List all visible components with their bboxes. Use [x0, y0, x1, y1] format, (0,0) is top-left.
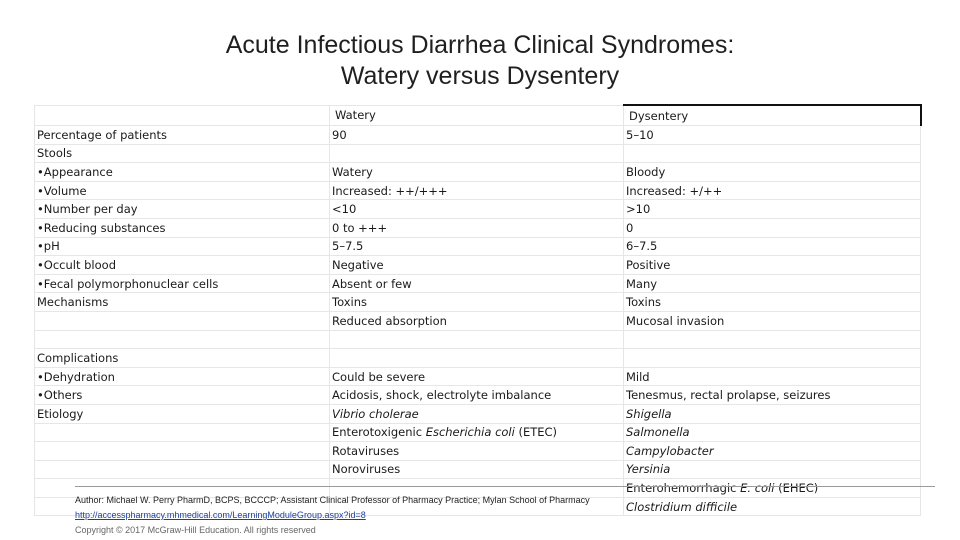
table-header-row — [35, 105, 921, 126]
slide-title — [0, 30, 960, 92]
watery-cell: Increased: ++/+++ — [330, 181, 624, 200]
row-label — [35, 330, 330, 349]
dysentery-cell: Many — [624, 274, 921, 293]
dysentery-cell — [624, 349, 921, 368]
dysentery-cell: >10 — [624, 200, 921, 219]
row-label: •Occult blood — [35, 256, 330, 275]
row-label: •Fecal polymorphonuclear cells — [35, 274, 330, 293]
watery-cell: Acidosis, shock, electrolyte imbalance — [330, 386, 624, 405]
dysentery-cell: Bloody — [624, 163, 921, 182]
row-label: •Volume — [35, 181, 330, 200]
watery-cell — [330, 144, 624, 163]
watery-cell — [330, 349, 624, 368]
watery-cell: Vibrio cholerae — [330, 404, 624, 423]
watery-cell: Watery — [330, 163, 624, 182]
table-row — [35, 144, 921, 163]
slide-footer — [75, 486, 935, 538]
dysentery-cell: Tenesmus, rectal prolapse, seizures — [624, 386, 921, 405]
row-label: •Others — [35, 386, 330, 405]
dysentery-cell — [624, 144, 921, 163]
dysentery-cell — [624, 330, 921, 349]
dysentery-cell: Mucosal invasion — [624, 311, 921, 330]
row-label: •Dehydration — [35, 367, 330, 386]
syndromes-table — [34, 104, 920, 516]
row-label — [35, 442, 330, 461]
watery-cell: Enterotoxigenic Escherichia coli (ETEC) — [330, 423, 624, 442]
row-label: Mechanisms — [35, 293, 330, 312]
dysentery-cell: Enterohemorrhagic E. coli (EHEC) — [624, 479, 921, 498]
watery-cell: <10 — [330, 200, 624, 219]
dysentery-cell: Increased: +/++ — [624, 181, 921, 200]
dysentery-cell: Shigella — [624, 404, 921, 423]
table-row — [35, 349, 921, 368]
row-label: Complications — [35, 349, 330, 368]
watery-cell: Negative — [330, 256, 624, 275]
row-label: •pH — [35, 237, 330, 256]
row-label: Etiology — [35, 404, 330, 423]
table-row — [35, 293, 921, 312]
table-row — [35, 126, 921, 145]
watery-cell: 5–7.5 — [330, 237, 624, 256]
row-label — [35, 423, 330, 442]
dysentery-cell: Positive — [624, 256, 921, 275]
table-row — [35, 386, 921, 405]
table-row — [35, 274, 921, 293]
table-row — [35, 163, 921, 182]
table-row — [35, 256, 921, 275]
table-row — [35, 200, 921, 219]
watery-cell: 0 to +++ — [330, 218, 624, 237]
title-line-1: Acute Infectious Diarrhea Clinical Syndromes: — [225, 31, 735, 59]
table-row — [35, 237, 921, 256]
row-label — [35, 460, 330, 479]
dysentery-cell: Campylobacter — [624, 442, 921, 461]
header-cell-watery: Watery — [330, 105, 624, 126]
table-row — [35, 404, 921, 423]
watery-cell — [330, 330, 624, 349]
dysentery-cell: Clostridium difficile — [624, 497, 921, 516]
watery-cell: Absent or few — [330, 274, 624, 293]
dysentery-cell: 5–10 — [624, 126, 921, 145]
dysentery-cell: Toxins — [624, 293, 921, 312]
header-cell-dysentery: Dysentery — [624, 105, 921, 126]
dysentery-cell: Salmonella — [624, 423, 921, 442]
watery-cell: 90 — [330, 126, 624, 145]
row-label: •Appearance — [35, 163, 330, 182]
row-label: •Number per day — [35, 200, 330, 219]
table-row — [35, 181, 921, 200]
row-label — [35, 311, 330, 330]
title-line-2: Watery versus Dysentery — [340, 62, 620, 90]
dysentery-cell: 6–7.5 — [624, 237, 921, 256]
watery-cell: Noroviruses — [330, 460, 624, 479]
dysentery-cell: Yersinia — [624, 460, 921, 479]
table-row — [35, 367, 921, 386]
copyright-notice: Copyright © 2017 McGraw-Hill Education. All rights reserved — [75, 525, 316, 535]
row-label: •Reducing substances — [35, 218, 330, 237]
header-cell-empty — [35, 105, 330, 126]
author-credit: Author: Michael W. Perry PharmD, BCPS, BCCCP; Assistant Clinical Professor of Pharmacy Practice; Mylan School of Pharmacy — [75, 495, 590, 505]
table-row — [35, 330, 921, 349]
watery-cell: Could be severe — [330, 367, 624, 386]
source-link[interactable]: http://accesspharmacy.mhmedical.com/LearningModuleGroup.aspx?id=8 — [75, 510, 366, 520]
dysentery-cell: 0 — [624, 218, 921, 237]
watery-cell: Toxins — [330, 293, 624, 312]
watery-cell: Rotaviruses — [330, 442, 624, 461]
table-row — [35, 423, 921, 442]
watery-cell: Reduced absorption — [330, 311, 624, 330]
table-row — [35, 460, 921, 479]
dysentery-cell: Mild — [624, 367, 921, 386]
table-row — [35, 311, 921, 330]
row-label: Percentage of patients — [35, 126, 330, 145]
table-row — [35, 442, 921, 461]
row-label: Stools — [35, 144, 330, 163]
table-row — [35, 218, 921, 237]
